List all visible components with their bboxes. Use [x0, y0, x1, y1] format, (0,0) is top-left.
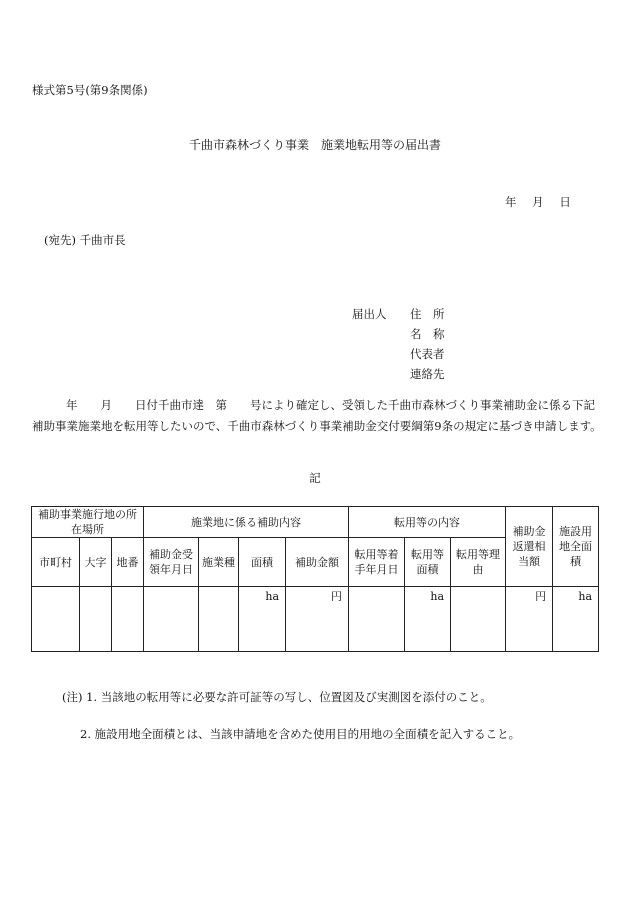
cell-area[interactable] — [239, 587, 286, 652]
addressee: (宛先) 千曲市長 — [44, 233, 126, 247]
cell-received-date[interactable] — [144, 587, 199, 652]
header-subsidy-content: 施業地に係る補助内容 — [144, 507, 349, 538]
header-lot-number: 地番 — [112, 538, 144, 587]
header-refund-amount: 補助金返還相当額 — [506, 507, 553, 587]
applicant-address-label: 住 所 — [410, 307, 445, 321]
applicant-name-label: 名 称 — [410, 327, 445, 341]
header-received-date: 補助金受領年月日 — [144, 538, 199, 587]
header-total-area: 施設用地全面積 — [553, 507, 599, 587]
date-year-label: 年 — [505, 195, 517, 209]
header-start-date: 転用等着手年月日 — [349, 538, 405, 587]
cell-practice-type[interactable] — [199, 587, 239, 652]
cell-conversion-reason[interactable] — [451, 587, 506, 652]
date-day-label: 日 — [559, 195, 571, 209]
cell-conversion-area[interactable] — [405, 587, 451, 652]
cell-start-date[interactable] — [349, 587, 405, 652]
unit-ha: ha — [430, 590, 445, 603]
document-title: 千曲市森林づくり事業 施業地転用等の届出書 — [188, 138, 441, 152]
unit-yen: 円 — [535, 590, 547, 603]
unit-ha: ha — [265, 590, 280, 603]
header-location: 補助事業施行地の所在場所 — [32, 507, 144, 538]
header-practice-type: 施業種 — [199, 538, 239, 587]
note-2: 2. 施設用地全面積とは、当該申請地を含めた使用目的用地の全面積を記入すること。 — [80, 727, 521, 741]
header-oaza: 大字 — [80, 538, 112, 587]
cell-oaza[interactable] — [80, 587, 112, 652]
header-area: 面積 — [239, 538, 286, 587]
cell-lot-number[interactable] — [112, 587, 144, 652]
date-month-label: 月 — [532, 195, 544, 209]
ki-heading: 記 — [309, 471, 321, 485]
cell-subsidy-amount[interactable] — [286, 587, 349, 652]
unit-yen: 円 — [331, 590, 343, 603]
note-1: (注) 1. 当該地の転用等に必要な許可証等の写し、位置図及び実測図を添付のこと。 — [62, 690, 492, 704]
cell-total-area[interactable] — [553, 587, 599, 652]
form-number: 様式第5号(第9条関係) — [32, 83, 148, 97]
applicant-block — [352, 304, 445, 384]
header-conversion-area: 転用等面積 — [405, 538, 451, 587]
body-line-2: 補助事業施業地を転用等したいので、千曲市森林づくり事業補助金交付要綱第9条の規定に基づき申請します。 — [32, 419, 602, 433]
header-city: 市町村 — [32, 538, 80, 587]
header-subsidy-amount: 補助金額 — [286, 538, 349, 587]
unit-ha: ha — [578, 590, 593, 603]
date-line — [505, 194, 583, 210]
body-line-1: 年 月 日付千曲市達 第 号により確定し、受領した千曲市森林づくり事業補助金に係る下記 — [66, 398, 595, 412]
body-text — [32, 395, 604, 437]
applicant-label: 届出人 — [352, 307, 387, 321]
cell-refund-amount[interactable] — [506, 587, 553, 652]
detail-table — [31, 506, 599, 652]
header-conversion-content: 転用等の内容 — [349, 507, 506, 538]
applicant-contact-label: 連絡先 — [410, 367, 445, 381]
applicant-representative-label: 代表者 — [410, 347, 445, 361]
cell-city[interactable] — [32, 587, 80, 652]
header-conversion-reason: 転用等理由 — [451, 538, 506, 587]
